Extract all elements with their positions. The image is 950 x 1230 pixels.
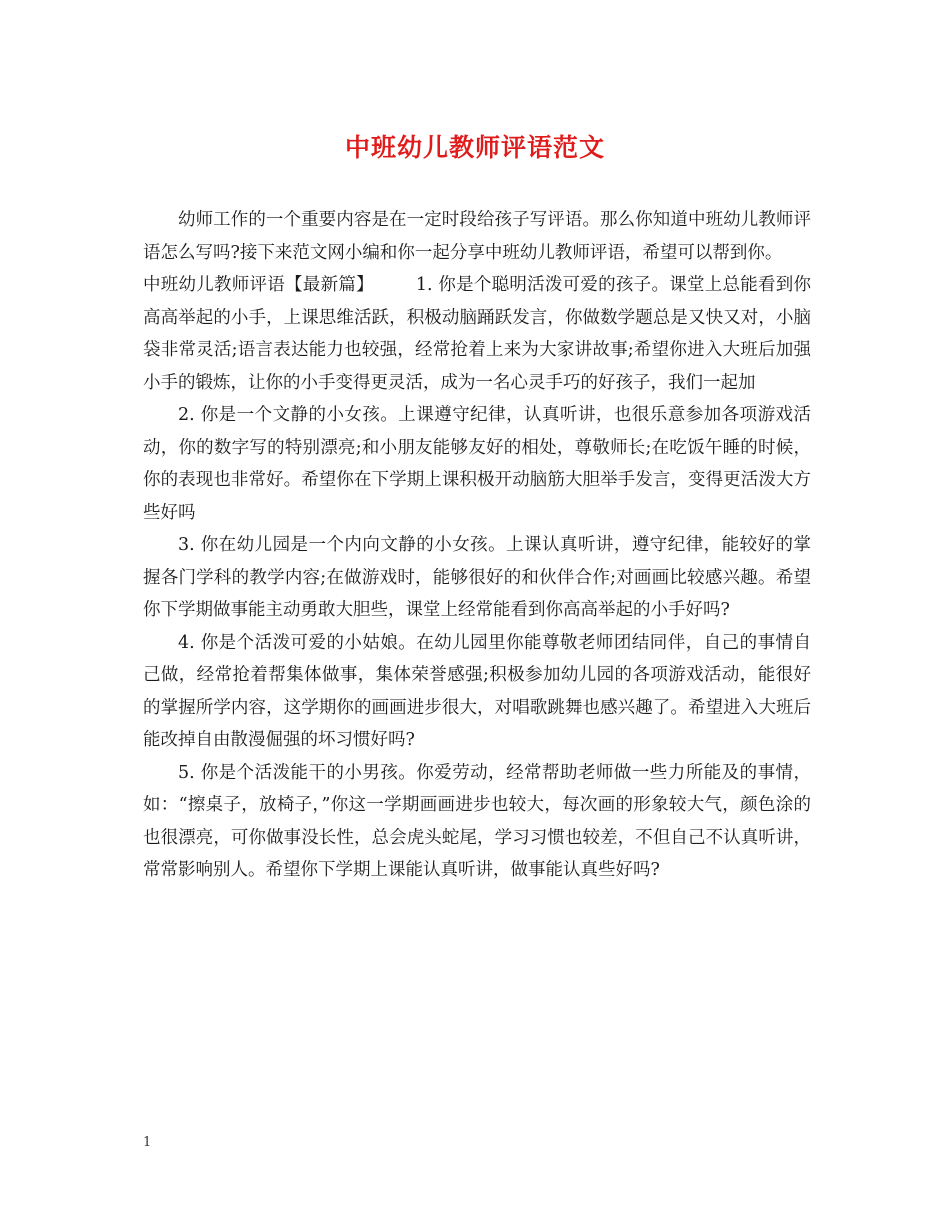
- intro-paragraph: 幼师工作的一个重要内容是在一定时段给孩子写评语。那么你知道中班幼儿教师评语怎么写吗?接下来范文网小编和你一起分享中班幼儿教师评语，希望可以帮到你。: [143, 210, 811, 263]
- comment-item-5: 5. 你是个活泼能干的小男孩。你爱劳动，经常帮助老师做一些力所能及的事情，如：“擦桌子，放椅子，”你这一学期画画进步也较大，每次画的形象较大气，颜色涂的也很漂亮，可你做事没长性，总会虎头蛇尾，学习习惯也较差，不但自己不认真听讲，常常影响别人。希望你下学期上课能认真听讲，做事能认真些好吗?: [143, 762, 811, 880]
- document-title: 中班幼儿教师评语范文: [344, 133, 605, 162]
- comment-item-2: 2. 你是一个文静的小女孩。上课遵守纪律，认真听讲，也很乐意参加各项游戏活动，你的数字写的特别漂亮;和小朋友能够友好的相处，尊敬师长;在吃饭午睡的时候，你的表现也非常好。希望你在下学期上课积极开动脑筋大胆举手发言，变得更活泼大方些好吗: [143, 405, 811, 523]
- comment-item-1: 1. 你是个聪明活泼可爱的孩子。课堂上总能看到你高高举起的小手，上课思维活跃，积极动脑踊跃发言，你做数学题总是又快又对，小脑袋非常灵活;语言表达能力也较强，经常抢着上来为大家讲故事;希望你进入大班后加强小手的锻炼，让你的小手变得更灵活，成为一名心灵手巧的好孩子，我们一起加: [143, 275, 811, 393]
- section-heading: 中班幼儿教师评语【最新篇】: [143, 275, 374, 295]
- document-body: [143, 204, 811, 887]
- page-number: 1: [143, 1135, 152, 1150]
- section-paragraph: [143, 269, 811, 399]
- comment-item-4: 4. 你是个活泼可爱的小姑娘。在幼儿园里你能尊敬老师团结同伴，自己的事情自己做，经常抢着帮集体做事，集体荣誉感强;积极参加幼儿园的各项游戏活动，能很好的掌握所学内容，这学期你的画画进步很大，对唱歌跳舞也感兴趣了。希望进入大班后能改掉自由散漫倔强的坏习惯好吗?: [143, 632, 811, 750]
- comment-item-3: 3. 你在幼儿园是一个内向文静的小女孩。上课认真听讲，遵守纪律，能较好的掌握各门学科的教学内容;在做游戏时，能够很好的和伙伴合作;对画画比较感兴趣。希望你下学期做事能主动勇敢大胆些，课堂上经常能看到你高高举起的小手好吗?: [143, 535, 811, 620]
